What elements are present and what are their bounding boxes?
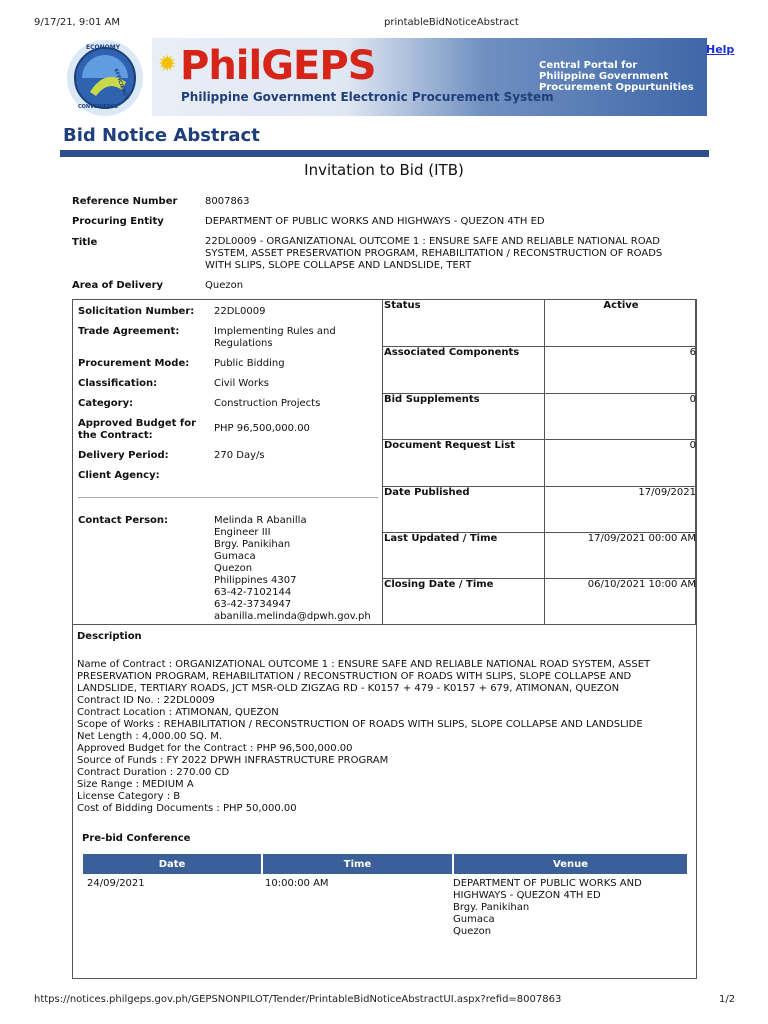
print-datetime: 9/17/21, 9:01 AM (34, 17, 121, 28)
title-line: 22DL0009 - ORGANIZATIONAL OUTCOME 1 : ENSURE SAFE AND RELIABLE NATIONAL ROAD (205, 236, 660, 247)
procurement-mode-label: Procurement Mode: (78, 358, 190, 369)
contact-person-value (214, 515, 371, 623)
description-line: Name of Contract : ORGANIZATIONAL OUTCOME 1 : ENSURE SAFE AND RELIABLE NATIONAL ROAD SYSTEM, ASSET (77, 659, 651, 670)
contact-line: Brgy. Panikihan (214, 539, 291, 550)
description-line: Size Range : MEDIUM A (77, 779, 194, 790)
tagline-line: Procurement Oppurtunities (539, 82, 694, 93)
contact-line: Melinda R Abanilla (214, 515, 307, 526)
solicitation-value: 22DL0009 (214, 306, 266, 317)
print-page-number: 1/2 (719, 994, 736, 1005)
section-title: Invitation to Bid (ITB) (304, 161, 464, 179)
description-line: License Category : B (77, 791, 181, 802)
tagline-line: Philippine Government (539, 71, 669, 82)
document-request-value: 0 (545, 440, 697, 487)
contact-line: Gumaca (214, 551, 256, 562)
last-updated-label: Last Updated / Time (383, 533, 545, 579)
area-of-delivery-value: Quezon (205, 280, 244, 291)
category-label: Category: (78, 398, 134, 409)
sun-icon: ✹ (158, 52, 177, 77)
abc-label-line: Approved Budget for (78, 418, 197, 429)
prebid-heading: Pre-bid Conference (82, 833, 191, 844)
banner-tagline (539, 60, 694, 93)
prebid-time: 10:00:00 AM (265, 878, 329, 889)
print-footer-url: https://notices.philgeps.gov.ph/GEPSNONPILOT/Tender/PrintableBidNoticeAbstractUI.aspx?refid=8007863 (34, 994, 562, 1005)
philgeps-seal-logo (64, 38, 146, 118)
status-table (382, 299, 697, 625)
brand-geps: GEPS (261, 43, 376, 89)
page-title: Bid Notice Abstract (63, 125, 260, 146)
logo-text-economy: ECONOMY (86, 44, 121, 51)
status-row (383, 300, 697, 347)
help-link[interactable]: Help (706, 43, 735, 56)
date-published-value: 17/09/2021 (545, 487, 697, 533)
status-row (383, 487, 697, 533)
prebid-table-header (83, 854, 687, 874)
description-body (77, 659, 650, 815)
solicitation-label: Solicitation Number: (78, 306, 195, 317)
description-line: Cost of Bidding Documents : PHP 50,000.00 (77, 803, 297, 814)
contact-separator (78, 497, 378, 498)
trade-agreement-label: Trade Agreement: (78, 326, 180, 337)
description-line: Scope of Works : REHABILITATION / RECONSTRUCTION OF ROADS WITH SLIPS, SLOPE COLLAPSE AND LANDSLIDE (77, 719, 643, 730)
venue-line: HIGHWAYS - QUEZON 4TH ED (453, 890, 601, 901)
prebid-date: 24/09/2021 (87, 878, 145, 889)
title-rule (60, 150, 709, 157)
title-line: SYSTEM, ASSET PRESERVATION PROGRAM, REHABILITATION / RECONSTRUCTION OF ROADS (205, 248, 663, 259)
logo-text-convenience: CONVENIENCE (78, 104, 119, 110)
contact-line: Engineer III (214, 527, 271, 538)
brand-wordmark (180, 42, 376, 90)
title-line: WITH SLIPS, SLOPE COLLAPSE AND LANDSLIDE, TERT (205, 260, 472, 271)
venue-line: Quezon (453, 926, 492, 937)
banner-subtitle: Philippine Government Electronic Procurement System (181, 90, 554, 104)
status-row (383, 440, 697, 487)
delivery-period-value: 270 Day/s (214, 450, 265, 461)
title-label: Title (72, 237, 98, 248)
tagline-line: Central Portal for (539, 60, 638, 71)
procuring-entity-value: DEPARTMENT OF PUBLIC WORKS AND HIGHWAYS - QUEZON 4TH ED (205, 216, 545, 227)
description-line: Approved Budget for the Contract : PHP 96,500,000.00 (77, 743, 353, 754)
status-row (383, 579, 697, 625)
trade-agreement-value (214, 326, 336, 350)
description-line: PRESERVATION PROGRAM, REHABILITATION / RECONSTRUCTION OF ROADS WITH SLIPS, SLOPE COLLAPSE AND (77, 671, 632, 682)
description-heading: Description (77, 631, 142, 642)
philgeps-banner (152, 38, 707, 116)
status-row (383, 533, 697, 579)
description-line: Contract Duration : 270.00 CD (77, 767, 230, 778)
associated-components-label: Associated Components (383, 347, 545, 394)
description-line: Source of Funds : FY 2022 DPWH INFRASTRUCTURE PROGRAM (77, 755, 389, 766)
prebid-col-date: Date (83, 854, 262, 874)
contact-line: Quezon (214, 563, 253, 574)
trade-line: Regulations (214, 338, 273, 349)
venue-line: Brgy. Panikihan (453, 902, 530, 913)
prebid-venue (453, 878, 642, 938)
classification-value: Civil Works (214, 378, 269, 389)
last-updated-value: 17/09/2021 00:00 AM (545, 533, 697, 579)
abc-label (78, 418, 196, 442)
contact-line: 63-42-3734947 (214, 599, 292, 610)
contact-email[interactable]: abanilla.melinda@dpwh.gov.ph (214, 611, 371, 622)
prebid-col-venue: Venue (453, 854, 687, 874)
document-request-label: Document Request List (383, 440, 545, 487)
description-line: Contract Location : ATIMONAN, QUEZON (77, 707, 279, 718)
bid-supplements-value: 0 (545, 394, 697, 440)
reference-number-value: 8007863 (205, 196, 250, 207)
reference-number-label: Reference Number (72, 196, 178, 207)
abc-value: PHP 96,500,000.00 (214, 423, 310, 434)
title-value (205, 236, 662, 272)
contact-line: 63-42-7102144 (214, 587, 292, 598)
abc-label-line: the Contract: (78, 430, 153, 441)
status-row (383, 394, 697, 440)
status-row (383, 347, 697, 394)
description-line: Contract ID No. : 22DL0009 (77, 695, 215, 706)
description-line: Net Length : 4,000.00 SQ. M. (77, 731, 223, 742)
client-agency-label: Client Agency: (78, 470, 160, 481)
status-label: Status (383, 300, 545, 347)
bid-supplements-label: Bid Supplements (383, 394, 545, 440)
procurement-mode-value: Public Bidding (214, 358, 285, 369)
contact-person-label: Contact Person: (78, 515, 169, 526)
category-value: Construction Projects (214, 398, 321, 409)
associated-components-value: 6 (545, 347, 697, 394)
area-of-delivery-label: Area of Delivery (72, 280, 164, 291)
logo-text-efficiency: EFFICIENCY (112, 68, 130, 101)
closing-date-value: 06/10/2021 10:00 AM (545, 579, 697, 625)
prebid-col-time: Time (262, 854, 453, 874)
contact-line: Philippines 4307 (214, 575, 297, 586)
venue-line: DEPARTMENT OF PUBLIC WORKS AND (453, 878, 642, 889)
delivery-period-label: Delivery Period: (78, 450, 169, 461)
status-value: Active (545, 300, 697, 347)
venue-line: Gumaca (453, 914, 495, 925)
trade-line: Implementing Rules and (214, 326, 336, 337)
classification-label: Classification: (78, 378, 158, 389)
date-published-label: Date Published (383, 487, 545, 533)
brand-phil: Phil (180, 43, 262, 89)
closing-date-label: Closing Date / Time (383, 579, 545, 625)
description-line: LANDSLIDE, TERTIARY ROADS, JCT MSR-OLD ZIGZAG RD - K0157 + 479 - K0157 + 679, ATIMONAN, QUEZON (77, 683, 620, 694)
print-doc-title: printableBidNoticeAbstract (384, 17, 519, 28)
procuring-entity-label: Procuring Entity (72, 216, 164, 227)
